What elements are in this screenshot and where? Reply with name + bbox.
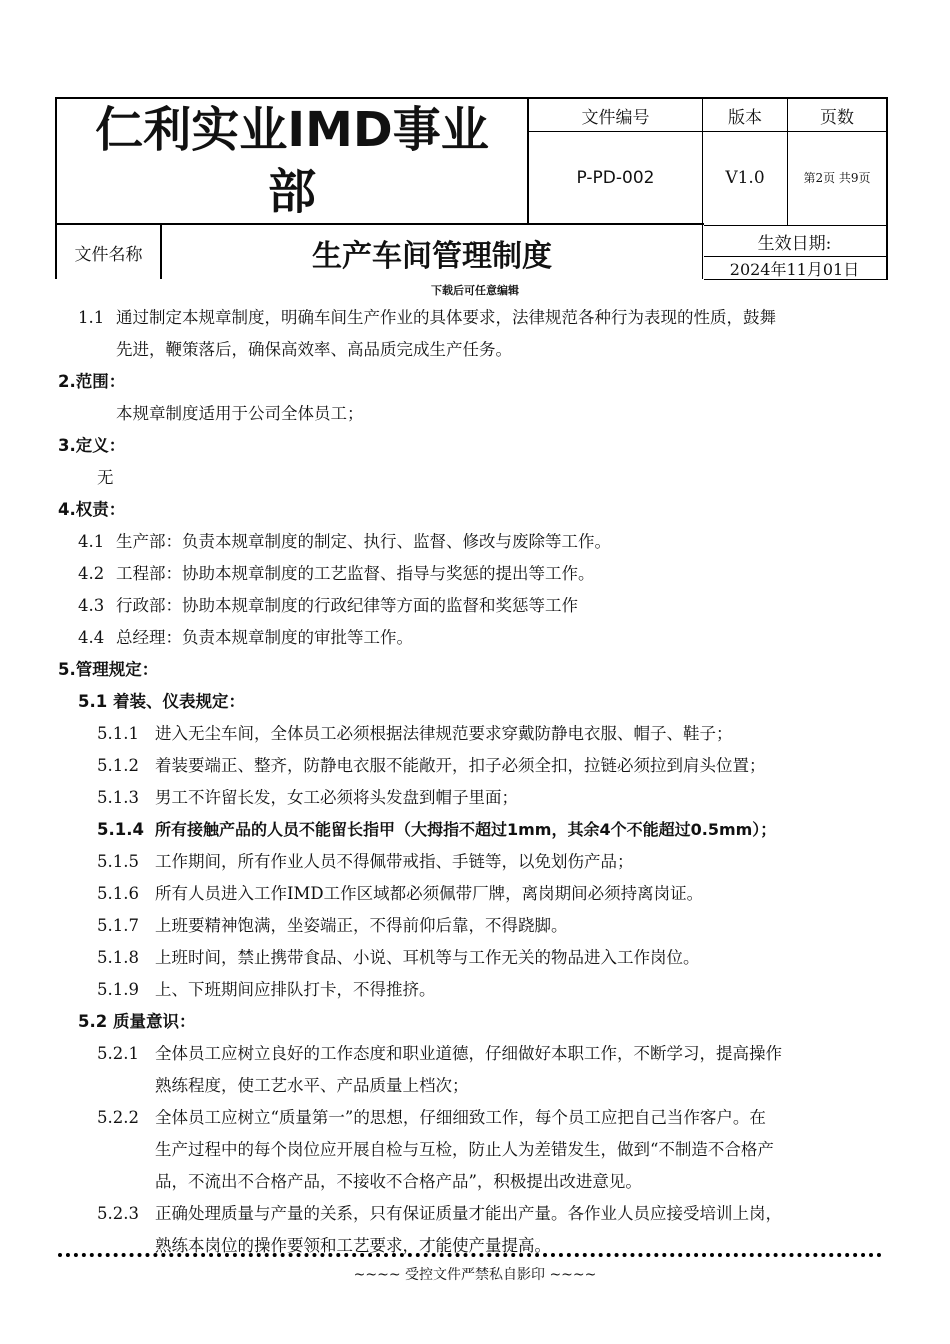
footer-dotted-rule (58, 1253, 882, 1257)
company-name-line2: 部 (267, 164, 316, 220)
paragraph-4-4 (58, 622, 888, 654)
doc-title: 生产车间管理制度 (312, 239, 552, 274)
paragraph-5-2-1-cont (58, 1070, 888, 1102)
item-number: 5.1.4 (97, 820, 144, 839)
paragraph-5-2-2-cont (58, 1166, 888, 1198)
item-text: 全体员工应树立“质量第一”的思想，仔细细致工作，每个员工应把自己当作客户。在 (155, 1108, 766, 1127)
paragraph-5-1-9 (58, 974, 888, 1006)
footer-notice: ~~~~ 受控文件严禁私自影印 ~~~~ (353, 1267, 597, 1283)
effective-label: 生效日期: (757, 233, 832, 254)
paragraph-5-1-7 (58, 910, 888, 942)
item-text: 工程部：协助本规章制度的工艺监督、指导与奖惩的提出等工作。 (116, 564, 595, 583)
paragraph-1-1-cont (58, 334, 888, 366)
item-number: 5.2.2 (97, 1108, 139, 1127)
paragraph-5-2-3-cont (58, 1230, 888, 1262)
item-text: 正确处理质量与产量的关系，只有保证质量才能出产量。各作业人员应接受培训上岗， (155, 1204, 782, 1223)
item-text: 无 (97, 468, 114, 487)
item-number: 5.2.1 (97, 1044, 139, 1063)
subsection-heading: 5.1 着装、仪表规定： (78, 692, 245, 711)
item-text: 生产过程中的每个岗位应开展自检与互检，防止人为差错发生，做到“不制造不合格产 (155, 1140, 774, 1159)
version-label: 版本 (728, 107, 762, 128)
paragraph-5-2-3 (58, 1198, 888, 1230)
item-text: 上、下班期间应排队打卡，不得推挤。 (155, 980, 436, 999)
document-header (55, 97, 888, 279)
paragraph-5-2-2 (58, 1102, 888, 1134)
paragraph-5-1-1 (58, 718, 888, 750)
subsection-5-1 (58, 686, 888, 718)
item-text: 进入无尘车间，全体员工必须根据法律规范要求穿戴防静电衣服、帽子、鞋子； (155, 724, 733, 743)
definition-text (58, 462, 888, 494)
doc-number-label: 文件编号 (581, 107, 650, 128)
item-text: 熟练程度，使工艺水平、产品质量上档次； (155, 1076, 469, 1095)
item-text: 本规章制度适用于公司全体员工； (116, 404, 364, 423)
paragraph-5-2-1 (58, 1038, 888, 1070)
doc-number: P-PD-002 (576, 167, 655, 188)
pages-value: 第2页 共9页 (803, 171, 871, 185)
paragraph-4-1 (58, 526, 888, 558)
section-responsibility (58, 494, 888, 526)
paragraph-5-1-6 (58, 878, 888, 910)
version-value: V1.0 (725, 167, 765, 188)
subsection-heading: 5.2 质量意识： (78, 1012, 196, 1031)
item-number: 4.2 (78, 564, 105, 583)
scope-text (58, 398, 888, 430)
item-number: 5.1.6 (97, 884, 139, 903)
item-text: 熟练本岗位的操作要领和工艺要求，才能使产量提高。 (155, 1236, 551, 1255)
item-text: 上班要精神饱满，坐姿端正，不得前仰后靠，不得跷脚。 (155, 916, 568, 935)
header-border-right (886, 97, 888, 279)
item-text: 通过制定本规章制度，明确车间生产作业的具体要求，法律规范各种行为表现的性质，鼓舞 (116, 308, 776, 327)
paragraph-4-2 (58, 558, 888, 590)
item-text: 先进，鞭策落后，确保高效率、高品质完成生产任务。 (116, 340, 512, 359)
subsection-5-2 (58, 1006, 888, 1038)
section-heading: 2.范围： (58, 372, 126, 391)
item-number: 4.3 (78, 596, 105, 615)
paragraph-4-3 (58, 590, 888, 622)
paragraph-5-1-5 (58, 846, 888, 878)
item-text: 所有人员进入工作IMD工作区域都必须佩带厂牌，离岗期间必须持离岗证。 (155, 884, 704, 903)
item-number: 5.1.8 (97, 948, 139, 967)
paragraph-5-1-4 (58, 814, 888, 846)
paragraph-5-1-3 (58, 782, 888, 814)
item-number: 5.1.9 (97, 980, 139, 999)
paragraph-5-2-2-cont (58, 1134, 888, 1166)
company-name (57, 99, 527, 223)
item-text: 总经理：负责本规章制度的审批等工作。 (116, 628, 413, 647)
item-number: 5.1.1 (97, 724, 139, 743)
paragraph-5-1-2 (58, 750, 888, 782)
item-number: 1.1 (78, 308, 105, 327)
section-heading: 4.权责： (58, 500, 126, 519)
company-name-line1: 仁利实业IMD事业 (95, 102, 489, 158)
section-heading: 3.定义： (58, 436, 126, 455)
item-text: 工作期间，所有作业人员不得佩带戒指、手链等，以免划伤产品； (155, 852, 634, 871)
paragraph-1-1 (58, 302, 888, 334)
edit-note: 下载后可任意编辑 (431, 284, 519, 297)
item-text: 全体员工应树立良好的工作态度和职业道德，仔细做好本职工作，不断学习，提高操作 (155, 1044, 782, 1063)
effective-date: 2024年11月01日 (729, 259, 860, 279)
item-text: 男工不许留长发，女工必须将头发盘到帽子里面； (155, 788, 518, 807)
item-text: 上班时间，禁止携带食品、小说、耳机等与工作无关的物品进入工作岗位。 (155, 948, 700, 967)
doc-name-label: 文件名称 (74, 244, 143, 265)
item-number: 4.1 (78, 532, 105, 551)
pages-label: 页数 (820, 107, 854, 128)
item-number: 5.1.2 (97, 756, 139, 775)
item-text: 所有接触产品的人员不能留长指甲（大拇指不超过1mm，其余4个不能超过0.5mm）； (155, 820, 777, 839)
item-text: 行政部：协助本规章制度的行政纪律等方面的监督和奖惩等工作 (116, 596, 578, 615)
item-number: 5.1.5 (97, 852, 139, 871)
section-definition (58, 430, 888, 462)
item-number: 5.1.3 (97, 788, 139, 807)
section-scope (58, 366, 888, 398)
item-text: 品，不流出不合格产品，不接收不合格产品”，积极提出改进意见。 (155, 1172, 642, 1191)
item-text: 生产部：负责本规章制度的制定、执行、监督、修改与废除等工作。 (116, 532, 611, 551)
item-number: 4.4 (78, 628, 105, 647)
section-management (58, 654, 888, 686)
document-body (58, 302, 888, 1262)
item-number: 5.2.3 (97, 1204, 139, 1223)
item-number: 5.1.7 (97, 916, 139, 935)
paragraph-5-1-8 (58, 942, 888, 974)
section-heading: 5.管理规定： (58, 660, 159, 679)
item-text: 着装要端正、整齐，防静电衣服不能敞开，扣子必须全扣，拉链必须拉到肩头位置； (155, 756, 766, 775)
